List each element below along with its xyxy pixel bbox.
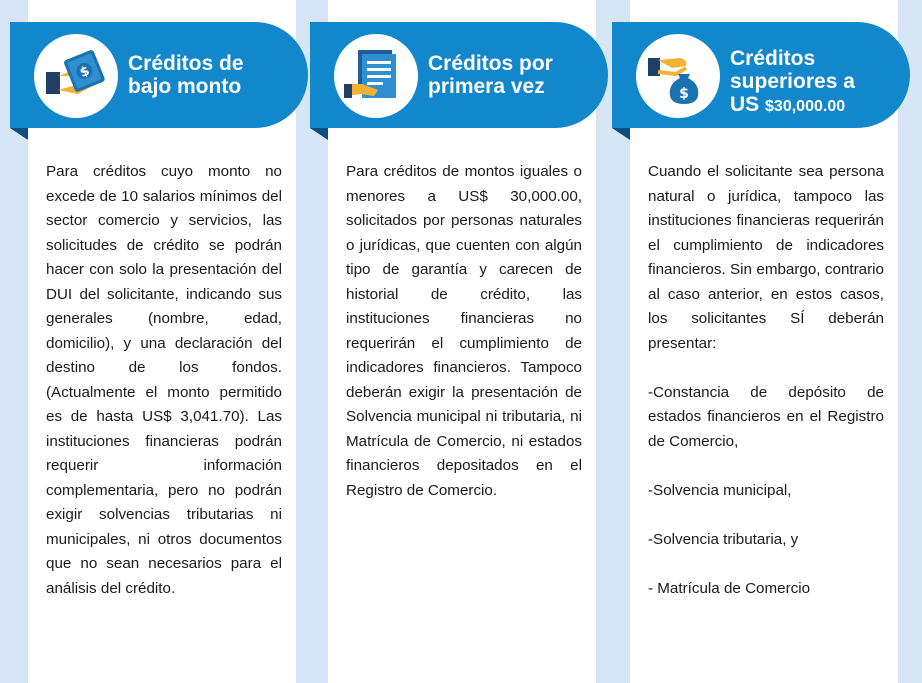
requirements-list xyxy=(648,381,884,602)
icon-circle xyxy=(334,34,418,118)
card-body xyxy=(648,160,884,626)
list-item: - Matrícula de Comercio xyxy=(648,579,811,597)
list-item: -Constancia de depósito de estados financieros en el Registro de Comercio, xyxy=(648,383,884,450)
card-title xyxy=(428,22,584,128)
title-line-2: superiores a xyxy=(730,69,855,93)
svg-text:$: $ xyxy=(679,86,689,102)
title-line-2: bajo monto xyxy=(128,75,242,98)
title-amount: $30,000.00 xyxy=(765,97,846,115)
ribbon-fold xyxy=(10,128,28,140)
list-item: -Solvencia tributaria, y xyxy=(648,530,799,548)
card-title xyxy=(128,22,284,128)
card-body xyxy=(346,160,582,503)
title-line-1: Créditos xyxy=(730,46,816,70)
card-primera-vez xyxy=(328,0,596,683)
card-title xyxy=(730,34,886,130)
icon-circle xyxy=(34,34,118,118)
svg-text:$: $ xyxy=(77,63,92,81)
title-currency: US xyxy=(730,92,760,116)
document-icon xyxy=(344,44,408,108)
title-line-1: Créditos de xyxy=(128,52,244,75)
hand-money-bag-icon xyxy=(646,44,710,108)
title-line-3 xyxy=(730,93,886,118)
icon-circle xyxy=(636,34,720,118)
card-body-text: Para créditos cuyo monto no excede de 10 salarios mínimos del sector comercio y servicios, las solicitudes de crédito se podrán hacer con solo la presentación del DUI del solicitante, indicando sus generales (nombre, edad, domicilio), y una declaración del destino de los fondos. (Actualmente el monto permitido es de hasta US$ 3,041.70). Las instituciones financieras podrán requerir información complementaria, pero no podrán exigir solvencias tributarias ni municipales, ni otros documentos que no sean necesarios para el análisis del crédito. xyxy=(46,163,282,597)
ribbon-fold xyxy=(612,128,630,140)
card-body-text: Cuando el solicitante sea persona natural o jurídica, tampoco las instituciones financieras requerirán el cumplimiento de indicadores financieros. Sin embargo, contrario al caso anterior, en estos casos, los solicitantes SÍ deberán presentar: xyxy=(648,163,884,352)
list-item: -Solvencia municipal, xyxy=(648,481,792,499)
ribbon-fold xyxy=(310,128,328,140)
card-bajo-monto xyxy=(28,0,296,683)
hand-money-icon xyxy=(44,44,108,108)
card-body xyxy=(46,160,282,601)
card-superiores xyxy=(630,0,898,683)
title-line-2: primera vez xyxy=(428,75,545,98)
card-body-text: Para créditos de montos iguales o menores a US$ 30,000.00, solicitados por personas naturales o jurídicas, que cuenten con algún tipo de garantía y carecen de historial de crédito, las instituciones financieras no requerirán el cumplimiento de indicadores financieros. Tampoco deberán exigir la presentación de Solvencia municipal ni tributaria, ni Matrícula de Comercio, ni estados financieros depositados en el Registro de Comercio. xyxy=(346,163,582,499)
title-line-1: Créditos por xyxy=(428,52,553,75)
